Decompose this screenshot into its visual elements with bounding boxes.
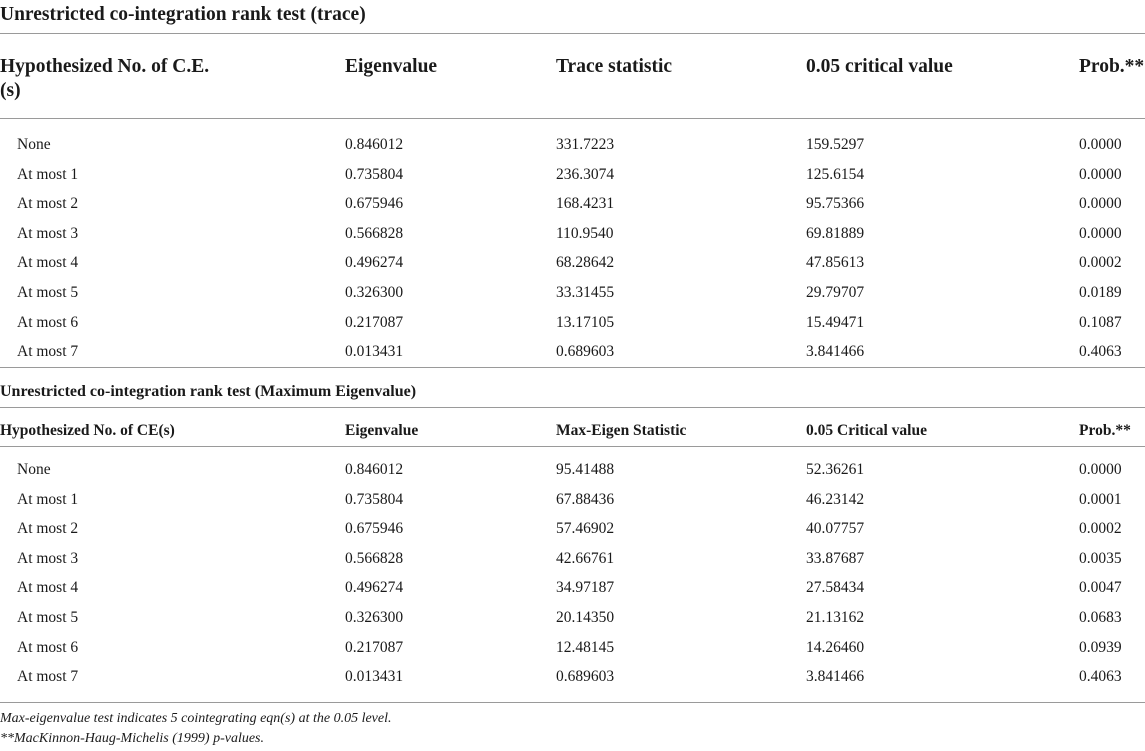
- table-cell: 0.846012: [345, 136, 404, 153]
- table-cell: 15.49471: [806, 313, 865, 331]
- table-cell: 0.566828: [345, 549, 404, 567]
- table-cell: 0.0000: [1079, 461, 1122, 478]
- table-cell: 125.6154: [806, 165, 865, 183]
- table-cell: 0.0001: [1079, 490, 1122, 508]
- table-cell: 168.4231: [556, 195, 615, 213]
- table-cell: 40.07757: [806, 520, 865, 538]
- table-row: [0, 136, 1145, 166]
- table-row: [0, 639, 1145, 669]
- table-cell: 0.013431: [345, 668, 404, 686]
- table-cell: 27.58434: [806, 579, 865, 597]
- table-cell: 0.0939: [1079, 638, 1122, 656]
- table-cell: 52.36261: [806, 461, 865, 478]
- table-cell: 0.0047: [1079, 579, 1122, 597]
- table-cell: None: [17, 136, 51, 153]
- table-cell: At most 1: [17, 490, 79, 508]
- table-cell: 69.81889: [806, 224, 865, 242]
- table-cell: 0.0000: [1079, 195, 1122, 213]
- table-cell: 0.0683: [1079, 609, 1122, 626]
- table-cell: At most 4: [17, 579, 79, 597]
- trace-header-hypothesized-cont: (s): [0, 80, 21, 101]
- table-cell: 0.0189: [1079, 284, 1122, 301]
- table-cell: At most 7: [17, 668, 79, 686]
- trace-header-hypothesized: Hypothesized No. of C.E.: [0, 56, 210, 77]
- table-cell: 0.496274: [345, 254, 404, 272]
- trace-header-eigenvalue: Eigenvalue: [345, 56, 438, 77]
- table-cell: 29.79707: [806, 284, 865, 301]
- table-cell: 0.0002: [1079, 254, 1122, 272]
- table-cell: At most 6: [17, 313, 79, 331]
- table-cell: 0.217087: [345, 638, 404, 656]
- table-cell: 20.14350: [556, 609, 615, 626]
- table-cell: 0.735804: [345, 490, 404, 508]
- table-cell: 0.689603: [556, 668, 615, 686]
- table-row: [0, 550, 1145, 580]
- table-cell: At most 5: [17, 284, 79, 301]
- table-cell: 0.013431: [345, 343, 404, 361]
- table-cell: At most 5: [17, 609, 79, 626]
- table-cell: 95.41488: [556, 461, 615, 478]
- maxeig-header-eigenvalue: Eigenvalue: [345, 422, 419, 439]
- table-cell: At most 6: [17, 638, 79, 656]
- maxeig-header-prob: Prob.**: [1079, 422, 1131, 439]
- table-cell: At most 3: [17, 549, 79, 567]
- table-cell: At most 7: [17, 343, 79, 361]
- table-row: [0, 225, 1145, 255]
- table-cell: 0.0000: [1079, 136, 1122, 153]
- table-cell: At most 2: [17, 195, 79, 213]
- divider: [0, 33, 1145, 34]
- table-cell: None: [17, 461, 51, 478]
- table-cell: 0.735804: [345, 165, 404, 183]
- table-cell: 0.846012: [345, 461, 404, 478]
- table-cell: At most 4: [17, 254, 79, 272]
- divider: [0, 702, 1145, 703]
- table-cell: 236.3074: [556, 165, 615, 183]
- table-cell: 47.85613: [806, 254, 865, 272]
- divider: [0, 407, 1145, 408]
- table-cell: 34.97187: [556, 579, 615, 597]
- table-cell: 68.28642: [556, 254, 615, 272]
- table-row: [0, 166, 1145, 196]
- table-cell: 0.1087: [1079, 313, 1122, 331]
- table-row: [0, 520, 1145, 550]
- table-cell: 3.841466: [806, 343, 865, 361]
- table-cell: 0.566828: [345, 224, 404, 242]
- table-cell: 0.0000: [1079, 165, 1122, 183]
- table-cell: 0.326300: [345, 609, 404, 626]
- table-cell: 13.17105: [556, 313, 615, 331]
- table-row: [0, 609, 1145, 639]
- table-row: [0, 254, 1145, 284]
- trace-table-title: Unrestricted co-integration rank test (trace): [0, 4, 366, 25]
- divider: [0, 367, 1145, 368]
- table-row: [0, 491, 1145, 521]
- table-cell: 110.9540: [556, 224, 614, 242]
- table-cell: 0.496274: [345, 579, 404, 597]
- maxeig-table-title: Unrestricted co-integration rank test (Maximum Eigenvalue): [0, 383, 417, 400]
- table-cell: 0.689603: [556, 343, 615, 361]
- table-footnote: Max-eigenvalue test indicates 5 cointegrating eqn(s) at the 0.05 level.: [0, 711, 392, 726]
- table-row: [0, 668, 1145, 698]
- table-row: [0, 284, 1145, 314]
- table-cell: At most 3: [17, 224, 79, 242]
- table-cell: 3.841466: [806, 668, 865, 686]
- table-cell: 0.675946: [345, 520, 404, 538]
- table-cell: At most 2: [17, 520, 79, 538]
- table-cell: 67.88436: [556, 490, 615, 508]
- table-row: [0, 343, 1145, 373]
- table-cell: 0.0035: [1079, 549, 1122, 567]
- maxeig-header-max-eigen-statistic: Max-Eigen Statistic: [556, 422, 687, 439]
- table-cell: 331.7223: [556, 136, 615, 153]
- table-cell: At most 1: [17, 165, 79, 183]
- trace-header-trace-statistic: Trace statistic: [556, 56, 673, 77]
- table-cell: 0.326300: [345, 284, 404, 301]
- table-cell: 33.87687: [806, 549, 865, 567]
- table-cell: 57.46902: [556, 520, 615, 538]
- table-cell: 0.675946: [345, 195, 404, 213]
- trace-header-prob: Prob.**: [1079, 56, 1145, 77]
- table-cell: 14.26460: [806, 638, 865, 656]
- table-cell: 33.31455: [556, 284, 615, 301]
- table-row: [0, 314, 1145, 344]
- table-cell: 0.4063: [1079, 668, 1122, 686]
- table-cell: 95.75366: [806, 195, 865, 213]
- table-cell: 46.23142: [806, 490, 865, 508]
- divider: [0, 118, 1145, 119]
- table-cell: 0.0000: [1079, 224, 1122, 242]
- maxeig-header-critical-value: 0.05 Critical value: [806, 422, 927, 439]
- maxeig-header-hypothesized: Hypothesized No. of CE(s): [0, 422, 175, 439]
- table-cell: 0.217087: [345, 313, 404, 331]
- table-cell: 0.0002: [1079, 520, 1122, 538]
- table-row: [0, 579, 1145, 609]
- table-row: [0, 195, 1145, 225]
- table-cell: 42.66761: [556, 549, 615, 567]
- table-cell: 12.48145: [556, 638, 615, 656]
- divider: [0, 446, 1145, 447]
- table-cell: 21.13162: [806, 609, 865, 626]
- table-cell: 159.5297: [806, 136, 865, 153]
- trace-header-critical-value: 0.05 critical value: [806, 56, 953, 77]
- table-footnote: **MacKinnon-Haug-Michelis (1999) p-values.: [0, 731, 264, 746]
- table-row: [0, 461, 1145, 491]
- table-cell: 0.4063: [1079, 343, 1122, 361]
